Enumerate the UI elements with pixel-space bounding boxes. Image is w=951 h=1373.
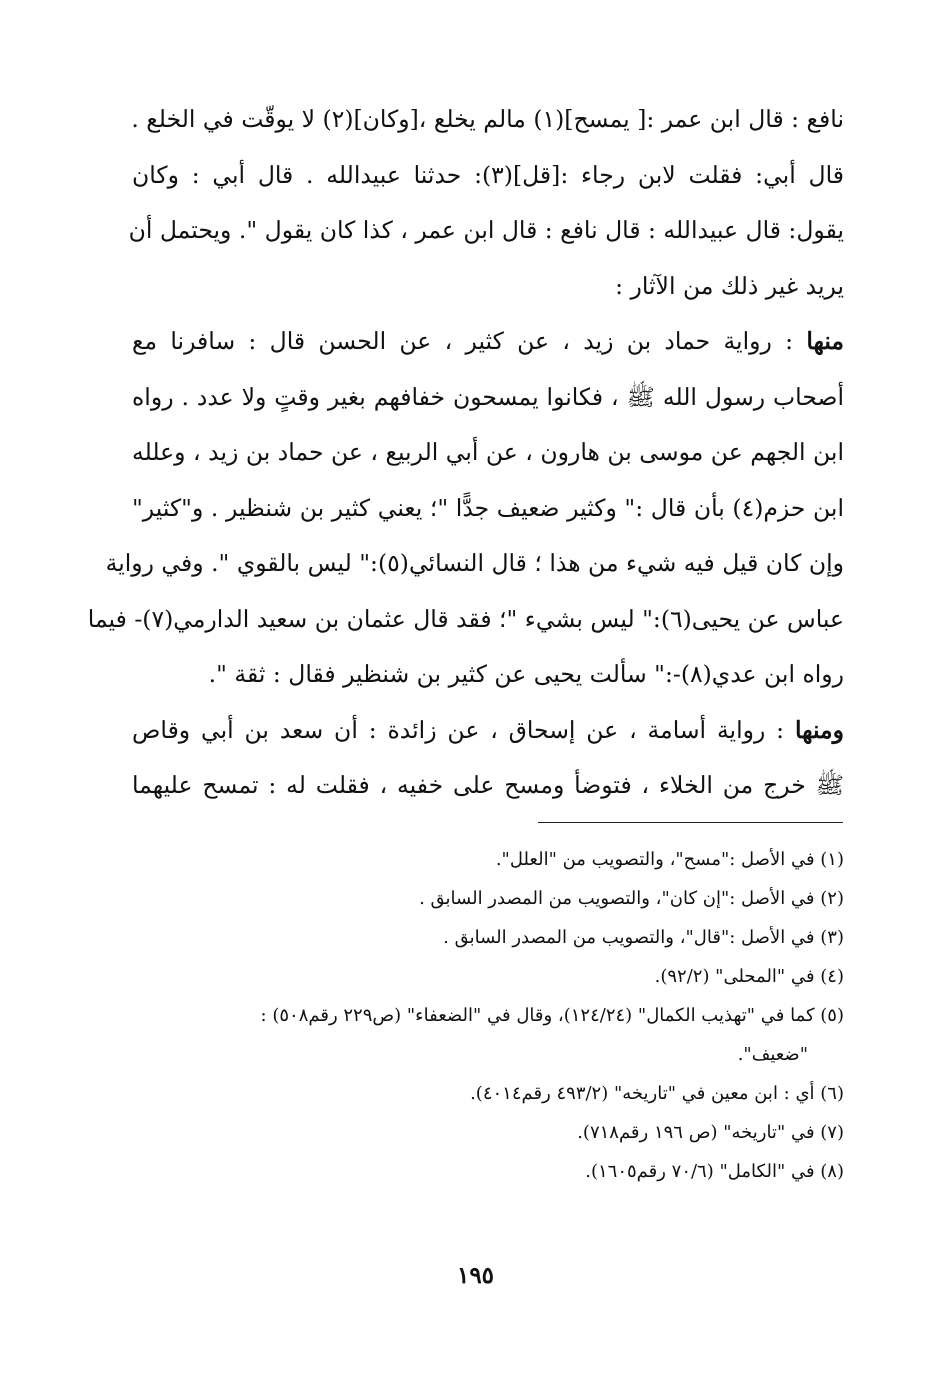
text-line: ابن الجهم عن موسى بن هارون ، عن أبي الربيع ، عن حماد بن زيد ، وعلله — [132, 438, 844, 466]
text-line: وإن كان قيل فيه شيء من هذا ؛ قال النسائي(٥):" ليس بالقوي ". وفي رواية — [105, 549, 844, 577]
footnote: (٧) في "تاريخه" (ص ١٩٦ رقم٧١٨). — [577, 1122, 844, 1143]
text-line: ابن حزم(٤) بأن قال :" وكثير ضعيف جدًّا "؛ يعني كثير بن شنظير . و"كثير" — [132, 493, 845, 522]
footnote: (٣) في الأصل :"قال"، والتصويب من المصدر السابق . — [443, 927, 844, 948]
paragraph-first-line — [132, 703, 844, 759]
text-line: قال أبي: فقلت لابن رجاء :[قل](٣): حدثنا عبيدالله . قال أبي : وكان — [132, 160, 844, 189]
footnote: (١) في الأصل :"مسح"، والتصويب من "العلل". — [495, 849, 844, 870]
footnote-continuation — [125, 1035, 844, 1074]
text-line: يقول: قال عبيدالله : قال نافع : قال ابن عمر ، كذا كان يقول ". ويحتمل أن — [128, 216, 844, 244]
paragraph-lead: ومنها — [794, 715, 844, 744]
paragraph-first-line — [132, 314, 844, 370]
footnote-continuation-text: "ضعيف". — [737, 1044, 808, 1065]
footnote: (٢) في الأصل :"إن كان"، والتصويب من المصدر السابق . — [419, 888, 844, 909]
page-number: ١٩٥ — [456, 1262, 495, 1289]
footnote: (٦) أي : ابن معين في "تاريخه" (٤٩٣/٢ رقم٤٠١٤). — [470, 1083, 844, 1104]
text-line: نافع : قال ابن عمر :[ يمسح](١) مالم يخلع ،[وكان](٢) لا يوقّت في الخلع . — [131, 105, 844, 133]
text-segment: : رواية أسامة ، عن إسحاق ، عن زائدة : أن سعد بن أبي وقاص — [132, 715, 795, 744]
text-line: رواه ابن عدي(٨)-:" سألت يحيى عن كثير بن شنظير فقال : ثقة ". — [208, 660, 844, 688]
footnote: (٨) في "الكامل" (٧٠/٦ رقم١٦٠٥). — [585, 1161, 844, 1182]
text-line: أصحاب رسول الله ﷺ ، فكانوا يمسحون خفافهم بغير وقتٍ ولا عدد . رواه — [132, 382, 844, 411]
footnote: (٤) في "المحلى" (٩٢/٢). — [654, 966, 844, 987]
footnote: (٥) كما في "تهذيب الكمال" (١٢٤/٢٤)، وقال في "الضعفاء" (ص٢٢٩ رقم٥٠٨) : — [260, 1005, 844, 1026]
text-line: عباس عن يحيى(٦):" ليس بشيء "؛ فقد قال عثمان بن سعيد الدارمي(٧)- فيما — [87, 604, 844, 633]
main-text — [87, 92, 845, 814]
text-segment: : رواية حماد بن زيد ، عن كثير ، عن الحسن قال : سافرنا مع — [132, 327, 807, 355]
footnotes — [125, 840, 844, 1191]
text-line: ﷺ خرج من الخلاء ، فتوضأ ومسح على خفيه ، فقلت له : تمسح عليهما — [132, 771, 844, 799]
paragraph-lead: منها — [806, 327, 844, 355]
text-line: يريد غير ذلك من الآثار : — [615, 271, 844, 300]
footnote-separator — [538, 822, 843, 823]
